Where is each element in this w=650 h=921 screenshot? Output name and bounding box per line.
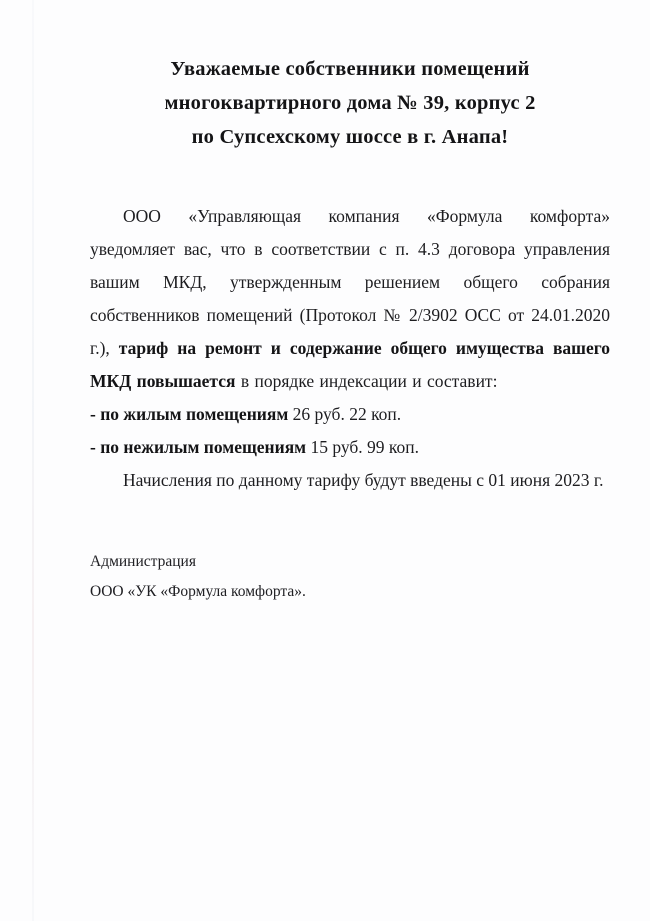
text-run: собственников помещений (Протокол № 2/3902 ОСС от 24.01.2020 [90,305,610,325]
effective-date-note: Начисления по данному тарифу будут введены с 01 июня 2023 г. [123,470,604,490]
title-line-3: по Супсехскому шоссе в г. Анапа! [191,126,509,148]
paragraph-line [90,233,610,266]
tariff-list [90,398,610,464]
text-run: ООО «Управляющая компания «Формула комфорта» [123,206,610,226]
tariff-item-label: - по нежилым помещениям [90,437,307,457]
tariff-item-residential [90,398,610,431]
text-run: в порядке индексации и составит: [235,371,498,391]
signature-company-line: ООО «УК «Формула комфорта». [90,583,306,600]
tariff-item-label: - по жилым помещениям [90,404,289,424]
text-run: вашим МКД, утвержденным решением общего собрания [90,272,610,292]
title-line-2: многоквартирного дома № 39, корпус 2 [164,92,536,114]
text-run: МКД повышается [90,371,236,391]
text-run: уведомляет вас, что в соответствии с п. 4.3 договора управления [90,239,610,259]
paragraph-line [90,266,610,299]
paragraph-line [90,365,610,398]
title-block [90,52,610,154]
title-line-1: Уважаемые собственники помещений [170,58,530,80]
paragraph-line [90,332,610,365]
tariff-item-value: 15 руб. 99 коп. [306,437,420,457]
notice-paragraph [90,200,610,398]
paragraph-line [90,299,610,332]
text-run: г.), [90,338,119,358]
text-run: тариф на ремонт и содержание общего имущества вашего [118,338,610,358]
tariff-item-value: 26 руб. 22 коп. [288,404,402,424]
signature-block [90,547,610,607]
paragraph-line [90,200,610,233]
signature-role-line: Администрация [90,553,196,570]
tariff-item-nonresidential [90,431,610,464]
